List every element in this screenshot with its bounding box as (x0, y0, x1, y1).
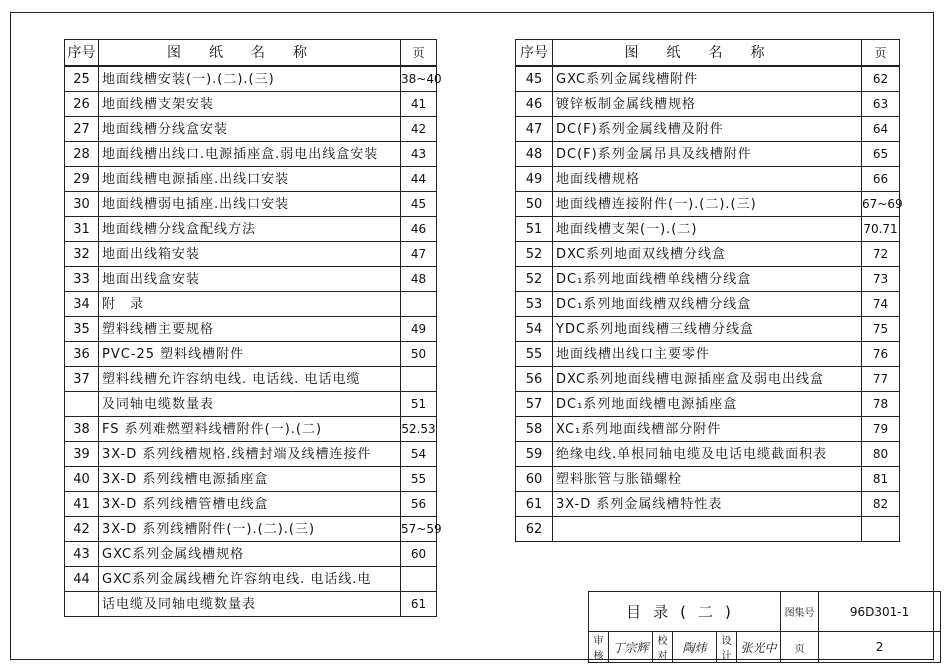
header-no: 序号 (516, 40, 553, 67)
row-page: 78 (862, 392, 900, 417)
row-title: 3X-D 系列线槽附件(一).(二).(三) (99, 517, 401, 542)
row-page: 46 (401, 217, 437, 242)
row-number: 57 (516, 392, 553, 417)
row-title: 3X-D 系列线槽规格.线槽封端及线槽连接件 (99, 442, 401, 467)
row-number: 51 (516, 217, 553, 242)
row-page (401, 567, 437, 592)
table-row (516, 367, 900, 392)
row-title: 地面出线盒安装 (99, 267, 401, 292)
table-row (65, 342, 437, 367)
row-number: 42 (65, 517, 99, 542)
row-title (553, 517, 862, 542)
row-title: DXC系列地面线槽电源插座盒及弱电出线盒 (553, 367, 862, 392)
row-number: 59 (516, 442, 553, 467)
check-signature: 陶炜 (673, 632, 717, 663)
table-row (65, 267, 437, 292)
row-title: DC₁系列地面线槽单线槽分线盒 (553, 267, 862, 292)
page-label: 页 (781, 632, 819, 663)
table-row (65, 142, 437, 167)
row-title: GXC系列金属线槽允许容纳电线. 电话线.电 (99, 567, 401, 592)
table-row (65, 442, 437, 467)
table-row (516, 92, 900, 117)
row-title: 地面线槽分线盒安装 (99, 117, 401, 142)
row-number: 29 (65, 167, 99, 192)
row-page: 61 (401, 592, 437, 617)
row-title: DC(F)系列金属吊具及线槽附件 (553, 142, 862, 167)
table-row (516, 142, 900, 167)
row-title: DC₁系列地面线槽电源插座盒 (553, 392, 862, 417)
row-page: 45 (401, 192, 437, 217)
row-title: 及同轴电缆数量表 (99, 392, 401, 417)
table-row (516, 417, 900, 442)
table-row (516, 517, 900, 542)
row-number: 41 (65, 492, 99, 517)
table-row (65, 192, 437, 217)
table-row (65, 492, 437, 517)
row-page: 57~59 (401, 517, 437, 542)
table-row (65, 217, 437, 242)
design-signature: 张光中 (737, 632, 781, 663)
row-page: 54 (401, 442, 437, 467)
table-row (516, 242, 900, 267)
row-page: 51 (401, 392, 437, 417)
row-page: 41 (401, 92, 437, 117)
header-title: 图纸名称 (553, 40, 862, 67)
row-page: 82 (862, 492, 900, 517)
row-page: 76 (862, 342, 900, 367)
row-page: 74 (862, 292, 900, 317)
row-page: 60 (401, 542, 437, 567)
table-row (516, 217, 900, 242)
table-row (65, 367, 437, 392)
table-row (516, 267, 900, 292)
row-number: 31 (65, 217, 99, 242)
table-row (65, 392, 437, 417)
row-title: DC(F)系列金属线槽及附件 (553, 117, 862, 142)
row-number: 32 (65, 242, 99, 267)
row-page: 70.71 (862, 217, 900, 242)
row-title: XC₁系列地面线槽部分附件 (553, 417, 862, 442)
table-row (516, 192, 900, 217)
table-row (516, 442, 900, 467)
row-title: 地面线槽弱电插座.出线口安装 (99, 192, 401, 217)
row-title: 附 录 (99, 292, 401, 317)
row-number: 28 (65, 142, 99, 167)
row-title: GXC系列金属线槽规格 (99, 542, 401, 567)
row-page: 52.53 (401, 417, 437, 442)
row-title: 镀锌板制金属线槽规格 (553, 92, 862, 117)
row-title: 3X-D 系列线槽电源插座盒 (99, 467, 401, 492)
row-page: 75 (862, 317, 900, 342)
table-row (516, 392, 900, 417)
row-title: DC₁系列地面线槽双线槽分线盒 (553, 292, 862, 317)
row-title: 绝缘电线.单根同轴电缆及电话电缆截面积表 (553, 442, 862, 467)
row-title: GXC系列金属线槽附件 (553, 66, 862, 92)
row-number: 33 (65, 267, 99, 292)
row-page (401, 367, 437, 392)
row-page: 42 (401, 117, 437, 142)
row-page: 79 (862, 417, 900, 442)
row-number: 35 (65, 317, 99, 342)
table-row (65, 66, 437, 92)
row-page: 44 (401, 167, 437, 192)
row-number: 49 (516, 167, 553, 192)
row-page: 81 (862, 467, 900, 492)
row-page (862, 517, 900, 542)
header-page: 页 (401, 40, 437, 67)
row-title: 地面线槽支架安装 (99, 92, 401, 117)
atlas-number: 96D301-1 (819, 592, 941, 632)
row-number: 27 (65, 117, 99, 142)
table-row (516, 492, 900, 517)
row-number: 52 (516, 242, 553, 267)
row-number: 48 (516, 142, 553, 167)
row-title: 话电缆及同轴电缆数量表 (99, 592, 401, 617)
row-title: 3X-D 系列金属线槽特性表 (553, 492, 862, 517)
table-row (516, 66, 900, 92)
row-number: 53 (516, 292, 553, 317)
table-row (65, 542, 437, 567)
row-number: 44 (65, 567, 99, 592)
row-title: YDC系列地面线槽三线槽分线盒 (553, 317, 862, 342)
row-page: 49 (401, 317, 437, 342)
table-row (65, 242, 437, 267)
row-page: 64 (862, 117, 900, 142)
row-number: 62 (516, 517, 553, 542)
table-row (516, 117, 900, 142)
row-number: 39 (65, 442, 99, 467)
row-page: 43 (401, 142, 437, 167)
page-number: 2 (819, 632, 941, 663)
row-number: 50 (516, 192, 553, 217)
table-row (65, 292, 437, 317)
header-no: 序号 (65, 40, 99, 67)
table-row (516, 342, 900, 367)
row-number: 52 (516, 267, 553, 292)
row-title: 地面线槽出线口.电源插座盒.弱电出线盒安装 (99, 142, 401, 167)
review-signature: 丁宗辉 (609, 632, 653, 663)
row-page: 73 (862, 267, 900, 292)
title-block (588, 591, 941, 663)
row-page: 72 (862, 242, 900, 267)
row-page: 47 (401, 242, 437, 267)
row-title: 地面线槽出线口主要零件 (553, 342, 862, 367)
design-label: 设计 (717, 632, 737, 663)
row-number: 38 (65, 417, 99, 442)
table-row (65, 317, 437, 342)
row-number: 60 (516, 467, 553, 492)
row-title: PVC-25 塑料线槽附件 (99, 342, 401, 367)
row-title: 地面线槽连接附件(一).(二).(三) (553, 192, 862, 217)
table-row (65, 92, 437, 117)
row-title: 地面线槽电源插座.出线口安装 (99, 167, 401, 192)
header-page: 页 (862, 40, 900, 67)
row-number: 43 (65, 542, 99, 567)
row-title: 地面出线箱安装 (99, 242, 401, 267)
table-row (65, 167, 437, 192)
row-number: 26 (65, 92, 99, 117)
row-title: 地面线槽支架(一).(二) (553, 217, 862, 242)
sheet-title: 目录(二) (589, 592, 781, 632)
row-page (401, 292, 437, 317)
row-page: 48 (401, 267, 437, 292)
row-number: 56 (516, 367, 553, 392)
table-row (516, 467, 900, 492)
atlas-label: 图集号 (781, 592, 819, 632)
row-number: 61 (516, 492, 553, 517)
row-title: DXC系列地面双线槽分线盒 (553, 242, 862, 267)
row-page: 77 (862, 367, 900, 392)
row-page: 50 (401, 342, 437, 367)
table-row (65, 467, 437, 492)
table-row (65, 517, 437, 542)
row-title: 地面线槽安装(一).(二).(三) (99, 66, 401, 92)
index-table-left (64, 39, 442, 617)
row-page: 55 (401, 467, 437, 492)
row-number: 47 (516, 117, 553, 142)
table-row (516, 317, 900, 342)
row-number: 40 (65, 467, 99, 492)
row-number: 30 (65, 192, 99, 217)
table-row (516, 167, 900, 192)
row-number (65, 392, 99, 417)
table-row (65, 567, 437, 592)
table-row (516, 292, 900, 317)
row-title: 地面线槽规格 (553, 167, 862, 192)
row-title: 塑料胀管与胀锚螺栓 (553, 467, 862, 492)
table-row (65, 417, 437, 442)
review-label: 审核 (589, 632, 609, 663)
row-number: 54 (516, 317, 553, 342)
index-table-right (515, 39, 903, 542)
row-title: FS 系列难燃塑料线槽附件(一).(二) (99, 417, 401, 442)
check-label: 校对 (653, 632, 673, 663)
row-number: 34 (65, 292, 99, 317)
table-row (65, 592, 437, 617)
row-number: 25 (65, 66, 99, 92)
row-page: 67~69 (862, 192, 900, 217)
row-page: 56 (401, 492, 437, 517)
row-number: 37 (65, 367, 99, 392)
row-title: 3X-D 系列线槽管槽电线盒 (99, 492, 401, 517)
header-title: 图纸名称 (99, 40, 401, 67)
row-title: 塑料线槽主要规格 (99, 317, 401, 342)
row-page: 66 (862, 167, 900, 192)
row-page: 80 (862, 442, 900, 467)
row-page: 38~40 (401, 66, 437, 92)
row-title: 塑料线槽允许容纳电线. 电话线. 电话电缆 (99, 367, 401, 392)
row-page: 65 (862, 142, 900, 167)
table-row (65, 117, 437, 142)
row-page: 62 (862, 66, 900, 92)
row-title: 地面线槽分线盒配线方法 (99, 217, 401, 242)
row-number: 46 (516, 92, 553, 117)
row-number: 55 (516, 342, 553, 367)
row-page: 63 (862, 92, 900, 117)
row-number (65, 592, 99, 617)
row-number: 45 (516, 66, 553, 92)
row-number: 36 (65, 342, 99, 367)
row-number: 58 (516, 417, 553, 442)
